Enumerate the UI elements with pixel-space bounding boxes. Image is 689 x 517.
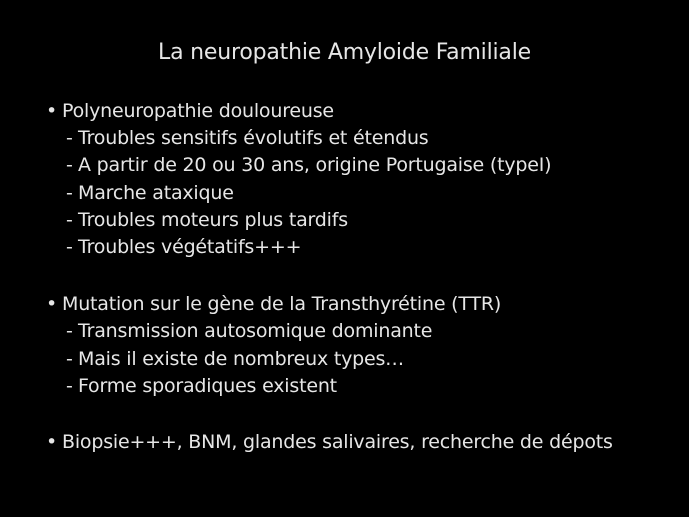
bullet-text: Biopsie+++, BNM, glandes salivaires, recherche de dépots bbox=[62, 431, 613, 453]
sub-item bbox=[66, 153, 551, 177]
bullet-item bbox=[46, 430, 613, 454]
bullet-icon: • bbox=[46, 293, 58, 315]
sub-item bbox=[66, 319, 432, 343]
bullet-icon: • bbox=[46, 431, 58, 453]
dash-icon: - bbox=[66, 209, 73, 231]
dash-icon: - bbox=[66, 375, 73, 397]
sub-item-text: Transmission autosomique dominante bbox=[78, 320, 433, 342]
dash-icon: - bbox=[66, 348, 73, 370]
sub-item-text: Marche ataxique bbox=[78, 182, 234, 204]
sub-item-text: A partir de 20 ou 30 ans, origine Portugaise (typeI) bbox=[78, 154, 552, 176]
dash-icon: - bbox=[66, 182, 73, 204]
sub-item bbox=[66, 235, 301, 259]
sub-item bbox=[66, 208, 348, 232]
bullet-text: Mutation sur le gène de la Transthyrétine (TTR) bbox=[62, 293, 502, 315]
bullet-icon: • bbox=[46, 100, 58, 122]
sub-item-text: Troubles sensitifs évolutifs et étendus bbox=[78, 127, 429, 149]
sub-item-text: Forme sporadiques existent bbox=[78, 375, 337, 397]
bullet-item bbox=[46, 292, 501, 316]
dash-icon: - bbox=[66, 154, 73, 176]
bullet-item bbox=[46, 99, 334, 123]
sub-item bbox=[66, 126, 429, 150]
sub-item bbox=[66, 347, 404, 371]
sub-item-text: Mais il existe de nombreux types… bbox=[78, 348, 404, 370]
dash-icon: - bbox=[66, 320, 73, 342]
dash-icon: - bbox=[66, 236, 73, 258]
sub-item-text: Troubles moteurs plus tardifs bbox=[78, 209, 348, 231]
sub-item bbox=[66, 374, 337, 398]
dash-icon: - bbox=[66, 127, 73, 149]
sub-item bbox=[66, 181, 234, 205]
slide-title: La neuropathie Amyloide Familiale bbox=[158, 40, 531, 65]
bullet-text: Polyneuropathie douloureuse bbox=[62, 100, 334, 122]
sub-item-text: Troubles végétatifs+++ bbox=[78, 236, 302, 258]
